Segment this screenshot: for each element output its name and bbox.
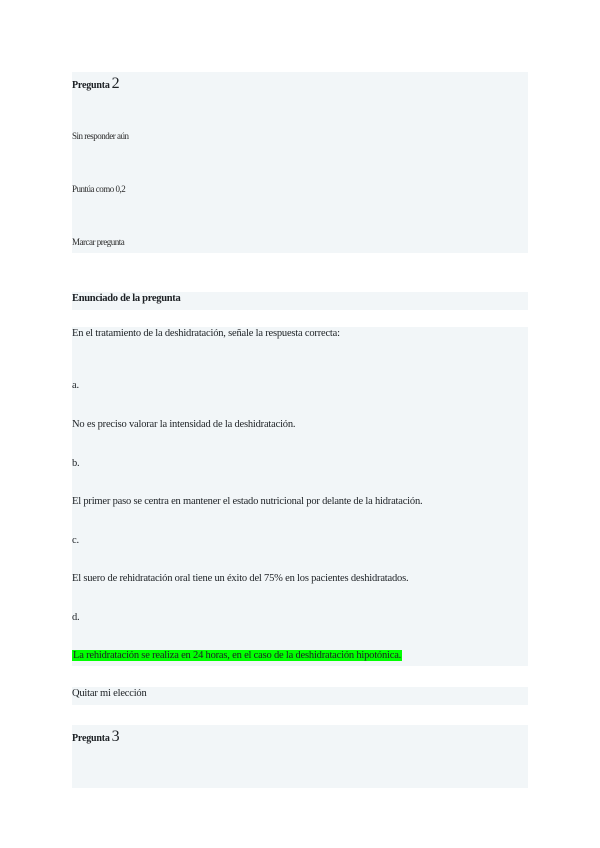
question-2-label: Pregunta (72, 80, 110, 91)
option-c-text[interactable]: El suero de rehidratación oral tiene un éxito del 75% en los pacientes deshidratados. (72, 573, 409, 584)
statement-header: Enunciado de la pregunta (72, 293, 181, 304)
question-3-title (72, 728, 119, 746)
question-2-number: 2 (111, 75, 120, 92)
option-a-text[interactable]: No es preciso valorar la intensidad de la deshidratación. (72, 419, 296, 430)
question-2-info-panel (72, 72, 528, 253)
question-3-number: 3 (111, 728, 120, 745)
option-c-letter[interactable]: c. (72, 535, 79, 546)
option-d-text[interactable] (72, 650, 402, 661)
question-2-title (72, 75, 119, 93)
option-a-letter[interactable]: a. (72, 380, 79, 391)
option-b-letter[interactable]: b. (72, 458, 80, 469)
selected-answer-highlight: La rehidratación se realiza en 24 horas, en el caso de la deshidratación hipotónica. (73, 650, 402, 661)
clear-choice-link[interactable]: Quitar mi elección (72, 688, 147, 699)
option-d-letter[interactable]: d. (72, 612, 80, 623)
question-3-info-panel (72, 725, 528, 788)
question-score: Puntúa como 0,2 (72, 184, 126, 194)
option-b-text[interactable]: El primer paso se centra en mantener el estado nutricional por delante de la hidratación. (72, 496, 423, 507)
question-text: En el tratamiento de la deshidratación, señale la respuesta correcta: (72, 328, 340, 339)
flag-question-link[interactable]: Marcar pregunta (72, 237, 125, 247)
question-3-label: Pregunta (72, 733, 110, 744)
question-status: Sin responder aún (72, 131, 129, 141)
